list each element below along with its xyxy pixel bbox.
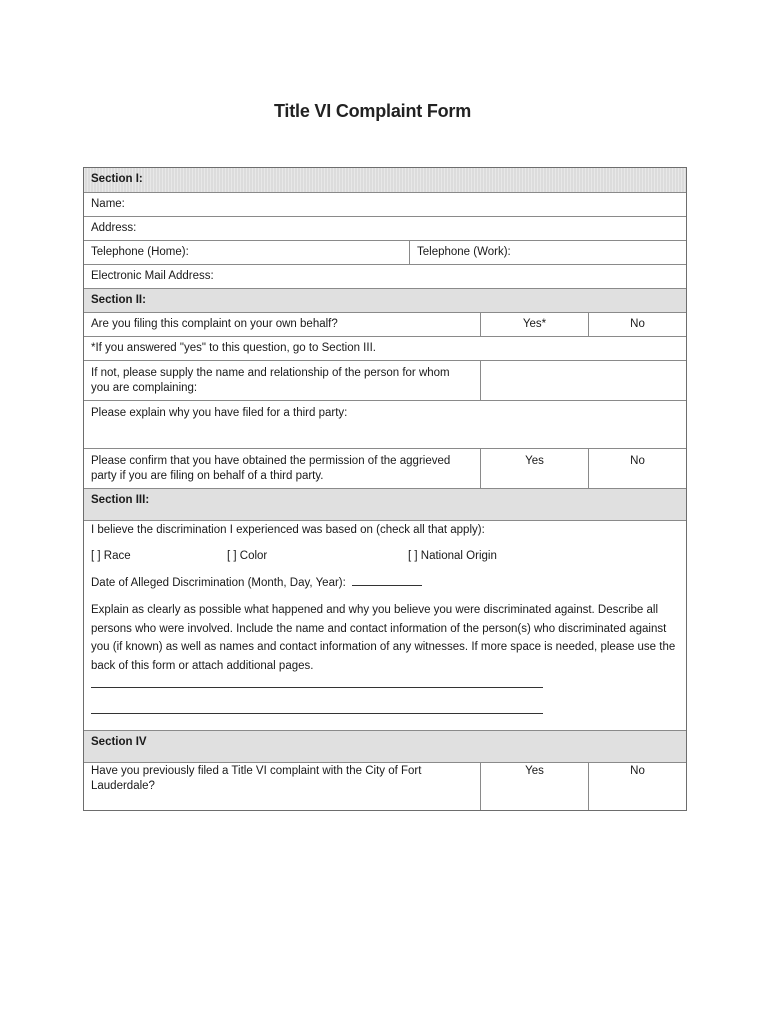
race-checkbox[interactable]: [ ] Race [91,550,131,562]
name-label: Name: [91,198,125,210]
explain-line-2: persons who were involved. Include the name and contact information of the person(s) who discriminated against [91,622,667,635]
section-3-title: Section III: [91,494,150,506]
previous-complaint-question [84,763,480,810]
explain-line-3: you (if known) as well as names and contact information of any witnesses. If more space is needed, please use the [91,641,676,653]
explain-third-party-row[interactable] [84,401,686,449]
address-row[interactable] [84,217,686,241]
previous-complaint-no-option[interactable]: No [588,763,686,810]
explain-answer-line-1[interactable] [91,687,543,688]
explain-answer-line-2[interactable] [91,713,543,714]
complaint-form [83,167,687,811]
permission-yes-option[interactable]: Yes [480,449,588,488]
page-title: Title VI Complaint Form [273,101,472,121]
basis-instruction: I believe the discrimination I experienced was based on (check all that apply): [91,524,485,536]
telephone-home-label: Telephone (Home): [91,246,189,258]
previous-complaint-yes-option[interactable]: Yes [480,763,588,810]
own-behalf-yes-option[interactable]: Yes* [480,313,588,336]
previous-complaint-row [84,763,686,810]
own-behalf-question: Are you filing this complaint on your own behalf? [91,318,338,330]
telephone-work-field[interactable] [409,241,686,264]
if-not-line-2: you are complaining: [91,382,198,394]
section-1-header [84,168,686,193]
explain-line-4: back of this form or attach additional pages. [91,659,314,672]
section-4-title: Section IV [91,736,147,748]
section-1-title: Section I: [91,173,143,185]
address-label: Address: [91,222,137,234]
section-3-body [84,521,686,731]
permission-question [84,449,480,488]
permission-line-1: Please confirm that you have obtained the permission of the aggrieved [91,455,451,467]
if-yes-note-row [84,337,686,361]
telephone-work-label: Telephone (Work): [417,246,511,258]
telephone-row [84,241,686,265]
explain-line-1: Explain as clearly as possible what happened and why you believe you were discriminated against. Describe all [91,604,659,616]
if-yes-note: *If you answered "yes" to this question, go to Section III. [91,342,376,354]
email-row[interactable] [84,265,686,289]
color-checkbox[interactable]: [ ] Color [227,550,268,562]
if-not-line-1: If not, please supply the name and relationship of the person for whom [91,367,450,379]
telephone-home-field[interactable] [84,241,409,264]
own-behalf-no-option[interactable]: No [588,313,686,336]
previous-complaint-line-1: Have you previously filed a Title VI complaint with the City of Fort [91,765,422,777]
section-3-header [84,489,686,521]
date-field[interactable] [352,575,422,586]
if-not-row [84,361,686,401]
permission-no-option[interactable]: No [588,449,686,488]
section-4-header [84,731,686,763]
section-2-header [84,289,686,313]
date-label: Date of Alleged Discrimination (Month, Day, Year): [91,577,346,589]
section-2-title: Section II: [91,294,146,306]
name-row[interactable] [84,193,686,217]
date-row [91,575,422,589]
if-not-question [84,361,480,400]
permission-line-2: party if you are filing on behalf of a third party. [91,470,324,482]
explain-instructions [91,601,675,675]
national-origin-checkbox[interactable]: [ ] National Origin [408,550,497,562]
explain-third-party-label: Please explain why you have filed for a third party: [91,407,348,419]
own-behalf-row [84,313,686,337]
third-party-name-field[interactable] [480,361,686,400]
email-label: Electronic Mail Address: [91,270,214,282]
previous-complaint-line-2: Lauderdale? [91,780,155,792]
permission-row [84,449,686,489]
